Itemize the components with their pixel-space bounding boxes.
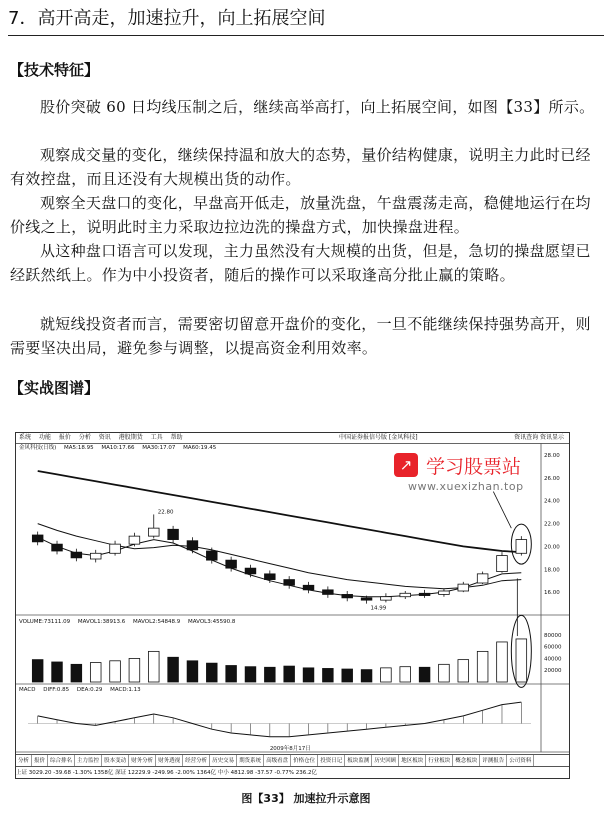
candle-body	[90, 553, 101, 559]
diff-value: DIFF:0.85	[43, 687, 70, 693]
volume-bar	[32, 660, 43, 682]
volume-bar	[323, 668, 334, 682]
toolbar-btn[interactable]: 分析	[16, 755, 32, 767]
candle-body	[497, 556, 508, 572]
toolbar-btn[interactable]: 股本变动	[102, 755, 129, 767]
watermark-name: 学习股票站	[426, 456, 522, 478]
dea-value: DEA:0.29	[76, 687, 103, 693]
menu-function[interactable]: 功能	[38, 434, 51, 441]
volume-tick-label: 60000	[544, 644, 562, 651]
volume-bar	[110, 661, 121, 682]
volume-bar	[129, 658, 140, 682]
section-chart: 【实战图谱】	[9, 379, 100, 397]
macd-value: MACD:1.13	[110, 687, 141, 693]
volume-bar	[497, 642, 508, 682]
volume-bar	[187, 661, 198, 682]
candle-body	[458, 584, 469, 591]
mavol3-value: MAVOL3:45590.8	[188, 619, 236, 625]
low-price-label: 14.99	[370, 605, 387, 612]
paragraph-2: 观察成交量的变化，继续保持温和放大的态势，量价结构健康，说明主力此时已经有效控盘，而且还没有大规模出货的动作。	[10, 146, 591, 188]
volume-bar	[206, 663, 217, 682]
menu-right-tools[interactable]: 资讯查询 资讯显示	[514, 434, 564, 441]
section-tech-features: 【技术特征】	[9, 61, 100, 79]
toolbar-btn[interactable]: 板块监测	[345, 755, 372, 767]
menu-news[interactable]: 资讯	[98, 434, 111, 441]
price-tick-label: 18.00	[544, 567, 560, 574]
candle-body	[129, 536, 140, 544]
price-tick-label: 28.00	[544, 453, 560, 459]
figure-caption: 图【33】 加速拉升示意图	[241, 792, 371, 805]
market-status-bar: 上证 3029.20 -39.68 -1.30% 1358亿 深证 12229.9 -249.96 -2.00% 1364亿 中小 4812.98 -37.57 -0.77% 236.2亿	[16, 766, 569, 779]
candle-body	[168, 529, 179, 539]
price-tick-label: 24.00	[544, 498, 560, 505]
candle-body	[323, 590, 334, 595]
volume-bar	[342, 669, 353, 682]
ma30-value: MA30:17.07	[142, 445, 176, 451]
candle-body	[148, 528, 159, 536]
volume-bar	[90, 663, 101, 682]
chapter-heading: 7．高开高走，加速拉升，向上拓展空间	[8, 6, 604, 36]
candle-body	[342, 594, 353, 597]
toolbar-btn[interactable]: 地区板块	[399, 755, 426, 767]
toolbar-btn[interactable]: 评测报告	[480, 755, 507, 767]
candle-body	[245, 568, 256, 574]
volume-tick-label: 40000	[544, 656, 562, 663]
volume-bar	[71, 664, 82, 682]
menu-quote[interactable]: 报价	[58, 434, 71, 441]
candle-body	[110, 544, 121, 553]
candle-body	[303, 585, 314, 590]
candle-body	[32, 535, 43, 542]
candle-body	[265, 574, 276, 580]
menu-help[interactable]: 帮助	[170, 434, 183, 441]
macd-line	[38, 702, 522, 737]
candle-body	[381, 597, 392, 600]
toolbar-btn[interactable]: 期货系统	[237, 755, 264, 767]
toolbar-btn[interactable]: 投资日记	[318, 755, 345, 767]
mavol2-value: MAVOL2:54848.9	[132, 619, 181, 625]
mavol1-value: MAVOL1:38913.6	[77, 619, 126, 625]
ma60-value: MA60:19.45	[183, 445, 217, 451]
volume-bar	[477, 651, 488, 682]
candle-body	[439, 591, 450, 594]
ma10-value: MA10:17.66	[101, 445, 135, 451]
price-tick-label: 26.00	[544, 475, 560, 482]
candle-body	[284, 580, 295, 586]
paragraph-3: 观察全天盘口的变化，早盘高开低走，放量洗盘，午盘震荡走高，稳健地运行在均价线之上，说明此时主力采取边拉边洗的操盘方式，加快操盘进程。	[10, 194, 591, 236]
volume-bar	[381, 668, 392, 682]
toolbar-btn[interactable]: 公司资料	[507, 755, 534, 767]
volume-bar	[439, 664, 450, 682]
candle-body	[71, 552, 82, 558]
toolbar-btn[interactable]: 行业板块	[426, 755, 453, 767]
candle-body	[187, 541, 198, 550]
toolbar-btn[interactable]: 高级看盘	[264, 755, 291, 767]
date-label: 2009年8月17日	[269, 746, 311, 752]
volume-bar	[226, 666, 237, 682]
price-tick-label: 22.00	[544, 521, 560, 528]
toolbar-btn[interactable]: 经营分析	[183, 755, 210, 767]
paragraph-4: 从这种盘口语言可以发现，主力虽然没有大规模的出货，但是，急切的操盘愿望已经跃然纸上。作为中小投资者，随后的操作可以采取逢高分批止赢的策略。	[10, 242, 591, 284]
toolbar-btn[interactable]: 综合排名	[48, 755, 75, 767]
volume-bar	[284, 666, 295, 682]
volume-tick-label: 80000	[544, 632, 562, 639]
menu-tools[interactable]: 工具	[150, 434, 163, 441]
toolbar-btn[interactable]: 概念板块	[453, 755, 480, 767]
macd-label: MACD	[19, 687, 36, 693]
volume-bar	[245, 667, 256, 682]
candle-body	[226, 560, 237, 568]
volume-bar	[458, 660, 469, 682]
candle-body	[52, 544, 63, 551]
candle-body	[477, 574, 488, 583]
volume-bar	[361, 670, 372, 682]
ma-line-ma30	[38, 524, 522, 589]
volume-bar	[168, 657, 179, 682]
volume-bar	[265, 667, 276, 682]
site-watermark	[388, 450, 548, 500]
volume-bar	[52, 662, 63, 682]
toolbar-btn[interactable]: 财务透视	[156, 755, 183, 767]
volume-bar	[400, 667, 411, 682]
menu-system[interactable]: 系统	[19, 434, 32, 441]
volume-bar	[516, 639, 527, 682]
volume-bar	[303, 668, 314, 682]
watermark-url: www.xuexizhan.top	[408, 480, 524, 493]
ma5-value: MA5:18.95	[64, 445, 94, 451]
paragraph-5: 就短线投资者而言，需要密切留意开盘价的变化，一旦不能继续保持强势高开，则需要坚决出局，避免参与调整，以提高资金利用效率。	[10, 315, 591, 357]
candle-body	[361, 598, 372, 600]
volume-bar	[148, 651, 159, 682]
stock-name: 金风科技(日线)	[19, 445, 57, 451]
window-title: 中国证券报信号版 [金风科技]	[339, 434, 418, 441]
volume-bar	[419, 667, 430, 682]
toolbar-btn[interactable]: 价格仓位	[291, 755, 318, 767]
paragraph-1: 股价突破 60 日均线压制之后，继续高举高打，向上拓展空间，如图【33】所示。	[40, 98, 595, 116]
menu-analysis[interactable]: 分析	[78, 434, 91, 441]
candle-body	[516, 540, 527, 554]
toolbar-btn[interactable]: 报价	[32, 755, 48, 767]
candle-body	[400, 593, 411, 596]
toolbar-btn[interactable]: 主力监控	[75, 755, 102, 767]
candle-body	[419, 593, 430, 595]
volume-value: VOLUME:73111.09	[19, 619, 71, 625]
price-tick-label: 20.00	[544, 544, 560, 551]
price-tick-label: 16.00	[544, 590, 560, 597]
candle-body	[206, 551, 217, 560]
toolbar-btn[interactable]: 历史交易	[210, 755, 237, 767]
high-price-label: 22.80	[157, 509, 174, 516]
toolbar-btn[interactable]: 历史回顾	[372, 755, 399, 767]
menu-futures[interactable]: 港股期货	[118, 434, 143, 441]
toolbar-btn[interactable]: 财务分析	[129, 755, 156, 767]
volume-tick-label: 20000	[544, 668, 562, 675]
chart-logo-icon: ↗	[394, 453, 418, 477]
